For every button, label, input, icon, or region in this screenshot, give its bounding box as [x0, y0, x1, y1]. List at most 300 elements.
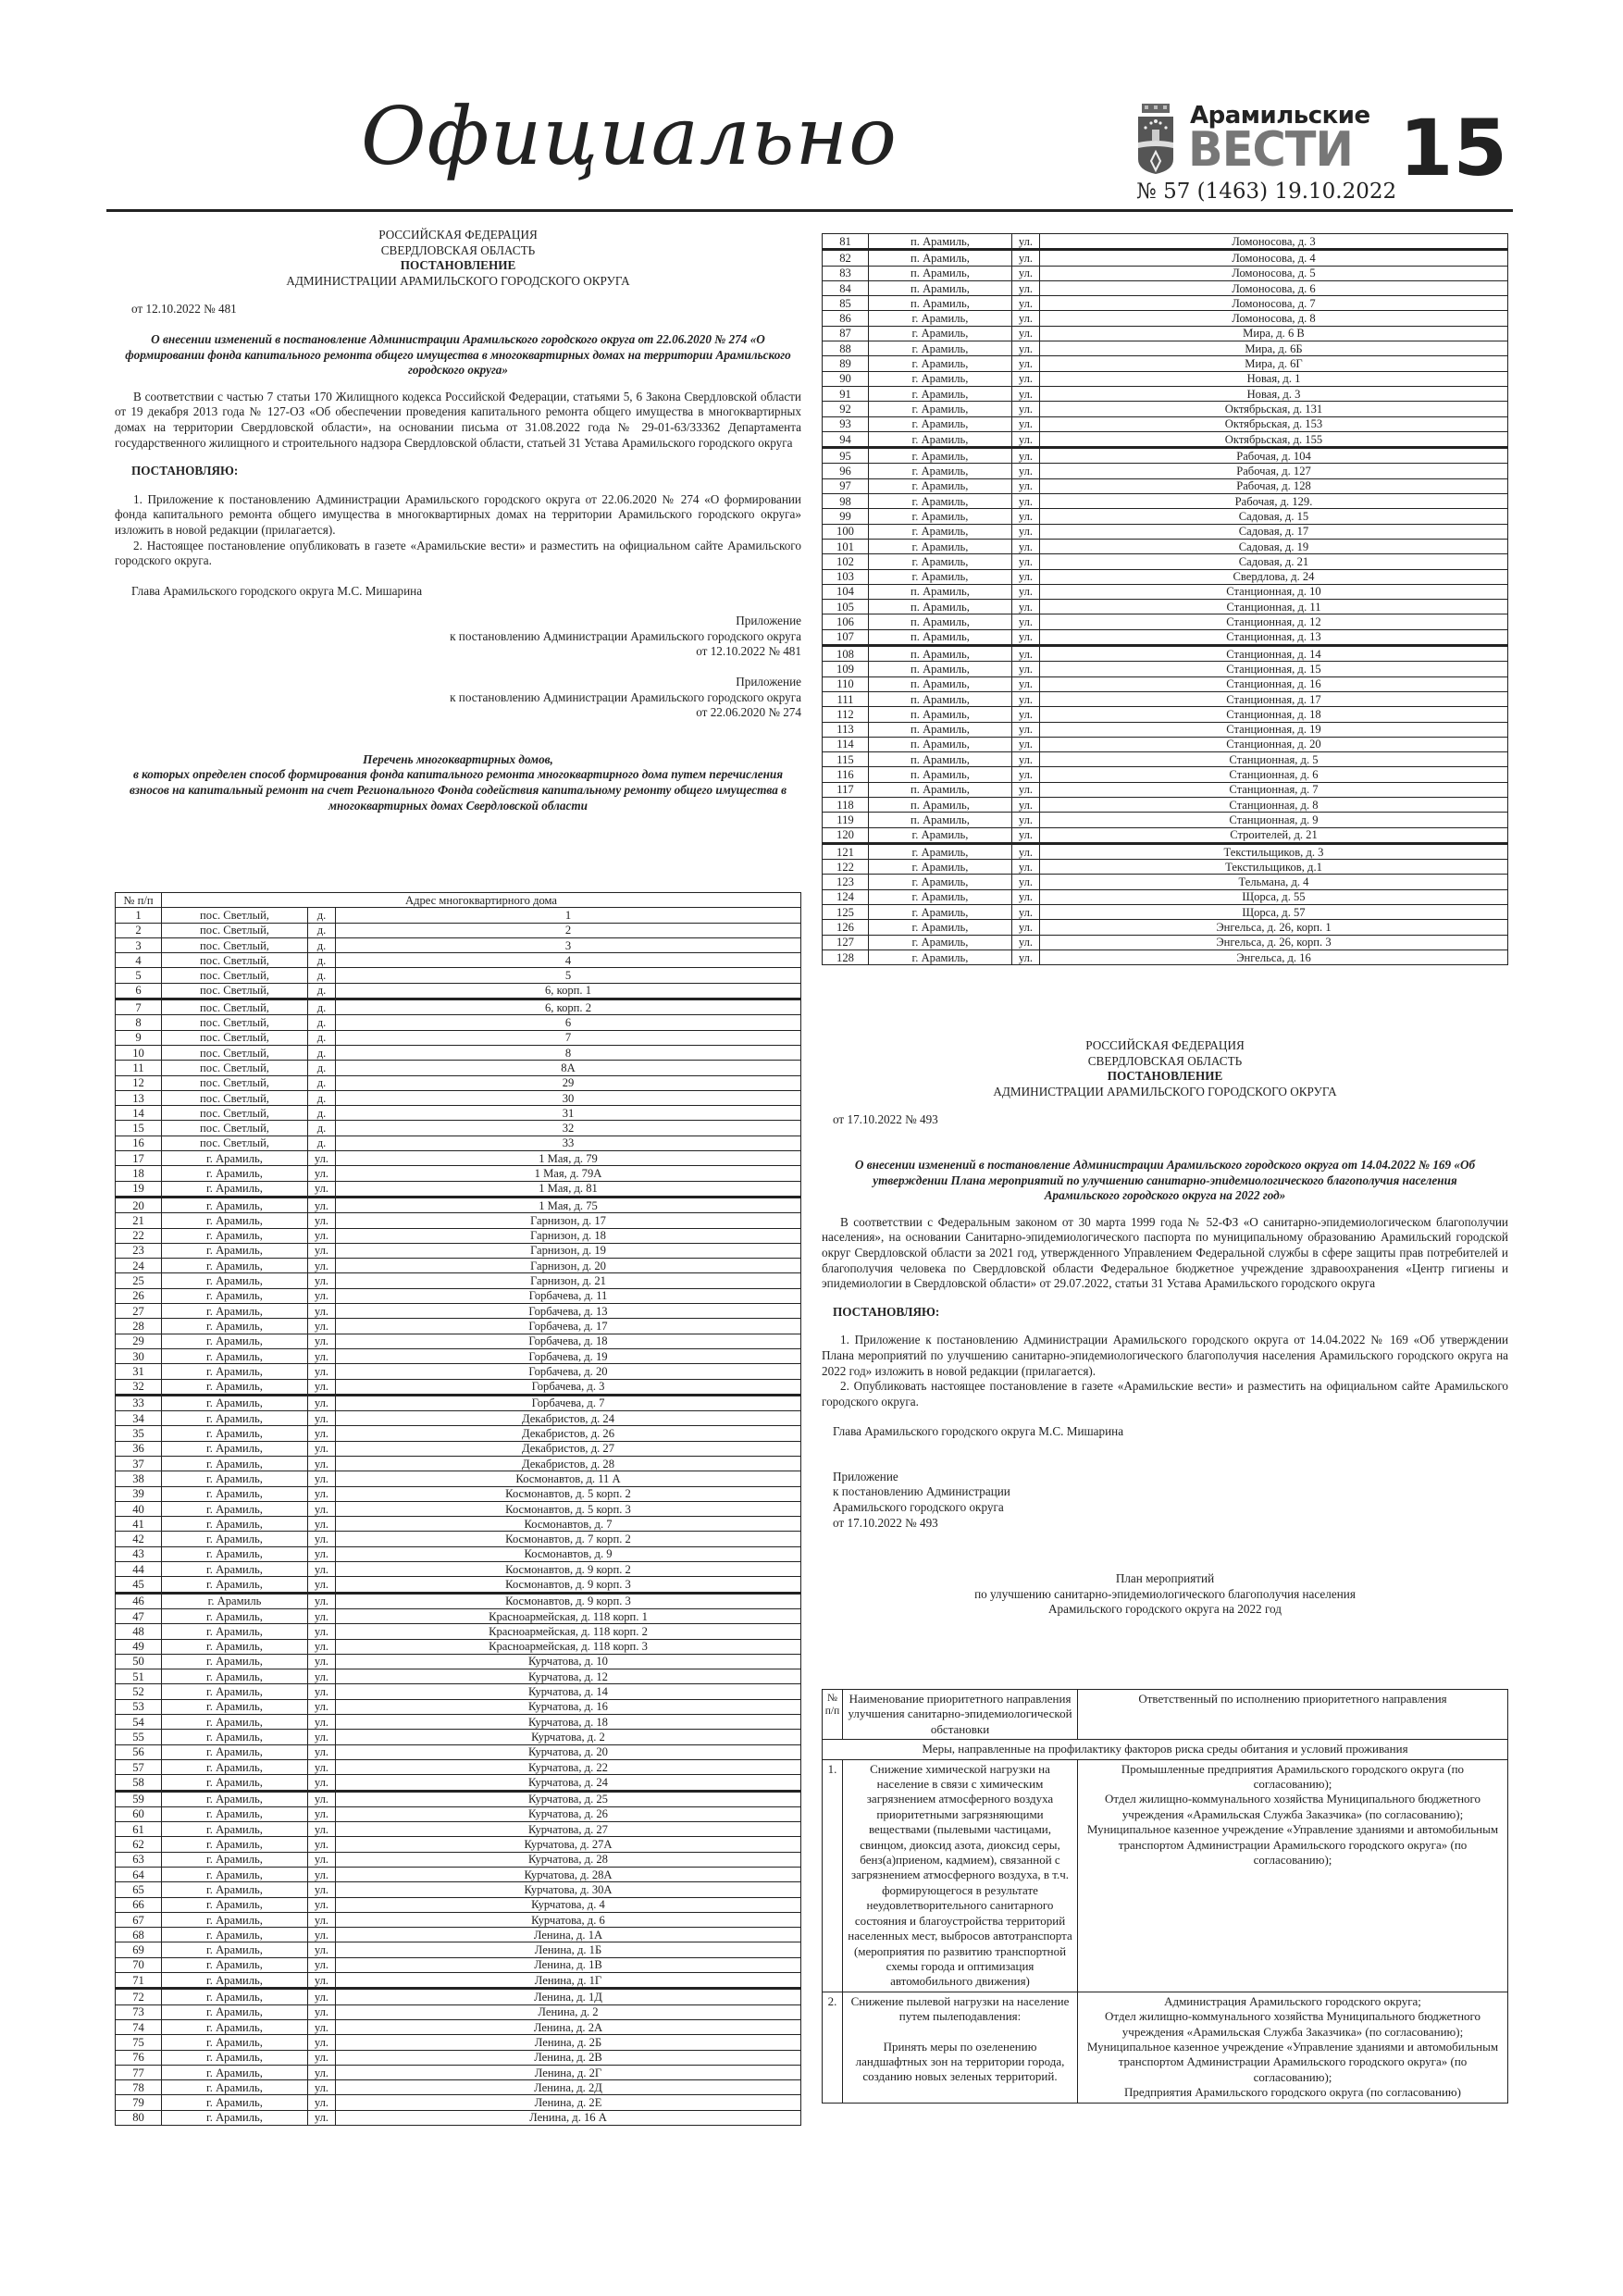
appendix-reference-493: Приложение к постановлению Администрации Арамильского городского округа от 17.10.2022 № 493 [833, 1469, 1010, 1530]
street-house: Тельмана, д. 4 [1040, 875, 1508, 889]
street-house: Ленина, д. 1Д [336, 1989, 801, 2004]
street-house: Садовая, д. 17 [1040, 524, 1508, 539]
resolution-item-1: 1. Приложение к постановлению Администрации Арамильского городского округа от 22.06.2020 № 274 «О формировании фонда капитального ремонта общего имущества в многоквартирных домах на территории Арамильского городского округа» изложить в новой редакции (прилагается). [115, 491, 801, 537]
table-row [116, 1562, 801, 1577]
street-type: ул. [308, 1273, 336, 1288]
street-type: ул. [1012, 356, 1040, 371]
settlement: г. Арамиль, [162, 1973, 308, 1989]
street-house: Гарнизон, д. 17 [336, 1213, 801, 1228]
row-number: 56 [116, 1744, 162, 1759]
settlement: г. Арамиль, [162, 1868, 308, 1882]
column-header-address: Адрес многоквартирного дома [162, 893, 801, 908]
street-house: Ленина, д. 2Д [336, 2080, 801, 2095]
table-row [116, 1546, 801, 1561]
table-row [823, 797, 1508, 812]
street-type: ул. [308, 1426, 336, 1441]
settlement: г. Арамиль, [869, 386, 1012, 401]
street-house: Станционная, д. 20 [1040, 737, 1508, 751]
row-number: 61 [116, 1822, 162, 1837]
table-row [116, 1045, 801, 1060]
row-number: 82 [823, 250, 869, 266]
settlement: г. Арамиль, [869, 464, 1012, 478]
settlement: г. Арамиль, [162, 1775, 308, 1791]
street-house: Октябрьская, д. 153 [1040, 416, 1508, 431]
row-number: 8 [116, 1015, 162, 1030]
brand-name-small: Арамильские [1190, 102, 1370, 130]
table-row [823, 752, 1508, 767]
settlement: г. Арамиль, [162, 1379, 308, 1395]
settlement: пос. Светлый, [162, 923, 308, 937]
settlement: пос. Светлый, [162, 1136, 308, 1150]
table-row [823, 935, 1508, 949]
settlement: г. Арамиль, [162, 1624, 308, 1639]
resolution-493 [822, 1038, 1508, 1618]
street-house: Мира, д. 6Б [1040, 341, 1508, 356]
row-number: 84 [823, 280, 869, 295]
street-house: Ленина, д. 1Б [336, 1942, 801, 1957]
settlement: п. Арамиль, [869, 782, 1012, 797]
street-type: ул. [1012, 935, 1040, 949]
table-row [116, 1775, 801, 1791]
row-number: 72 [116, 1989, 162, 2004]
street-type: д. [308, 923, 336, 937]
settlement: г. Арамиль, [162, 1288, 308, 1303]
street-type: ул. [1012, 524, 1040, 539]
settlement: г. Арамиль, [162, 1501, 308, 1516]
table-row [823, 326, 1508, 341]
settlement: пос. Светлый, [162, 937, 308, 952]
street-type: ул. [308, 1699, 336, 1714]
street-type: ул. [308, 1562, 336, 1577]
row-number: 3 [116, 937, 162, 952]
street-type: ул. [308, 1882, 336, 1897]
settlement: г. Арамиль, [162, 1166, 308, 1181]
row-number: 97 [823, 478, 869, 493]
resolution-preamble: В соответствии с частью 7 статьи 170 Жилищного кодекса Российской Федерации, статьями 5, 6 Закона Свердловской области от 19 декабря 2013 года № 127-ОЗ «Об обеспечении проведения капитального ремонта общего имущества в многоквартирных домах на территории Свердловской области», на основании письма от 31.08.2022 года № 29-01-63/33362 Департамента государственного жилищного и строительного надзора Свердловской области, статьей 31 Устава Арамильского городского округа [115, 389, 801, 450]
table-row [116, 2019, 801, 2034]
street-house: Курчатова, д. 12 [336, 1669, 801, 1684]
street-type: д. [308, 999, 336, 1015]
street-house: Декабристов, д. 26 [336, 1426, 801, 1441]
street-house: Ленина, д. 2В [336, 2050, 801, 2065]
table-row [116, 1106, 801, 1121]
street-house: 1 Мая, д. 79А [336, 1166, 801, 1181]
settlement: г. Арамиль, [162, 2080, 308, 2095]
row-number: 94 [823, 431, 869, 447]
table-row [116, 1456, 801, 1471]
row-number: 44 [116, 1562, 162, 1577]
row-number: 106 [823, 614, 869, 629]
row-number: 46 [116, 1593, 162, 1608]
street-type: ул. [308, 1852, 336, 1867]
row-number: 54 [116, 1715, 162, 1730]
street-house: 4 [336, 953, 801, 968]
street-house: Курчатова, д. 2 [336, 1730, 801, 1744]
street-house: Энгельса, д. 26, корп. 1 [1040, 920, 1508, 935]
row-number: 37 [116, 1456, 162, 1471]
settlement: г. Арамиль, [162, 1517, 308, 1532]
settlement: г. Арамиль, [869, 524, 1012, 539]
resolution-date-number: от 17.10.2022 № 493 [833, 1112, 938, 1127]
street-type: ул. [308, 1546, 336, 1561]
table-row [823, 646, 1508, 662]
row-number: 105 [823, 600, 869, 614]
table-row [116, 1973, 801, 1989]
table-row [116, 1715, 801, 1730]
row-number: 20 [116, 1197, 162, 1212]
street-house: Станционная, д. 8 [1040, 797, 1508, 812]
row-number: 9 [116, 1030, 162, 1045]
settlement: г. Арамиль, [162, 1942, 308, 1957]
settlement: г. Арамиль, [869, 448, 1012, 464]
settlement: г. Арамиль, [869, 827, 1012, 843]
table-row [823, 539, 1508, 553]
settlement: п. Арамиль, [869, 584, 1012, 599]
street-type: ул. [1012, 448, 1040, 464]
street-type: ул. [308, 1806, 336, 1821]
table-row [116, 1532, 801, 1546]
street-type: ул. [308, 1624, 336, 1639]
table-row [116, 1699, 801, 1714]
table-row [116, 1608, 801, 1623]
coat-of-arms-icon [1136, 104, 1175, 176]
street-type: ул. [308, 1593, 336, 1608]
table-row [116, 1379, 801, 1395]
street-house: Декабристов, д. 28 [336, 1456, 801, 1471]
table-row [823, 341, 1508, 356]
row-number: 14 [116, 1106, 162, 1121]
table-row [823, 614, 1508, 629]
settlement: п. Арамиль, [869, 646, 1012, 662]
settlement: г. Арамиль, [869, 539, 1012, 553]
settlement: г. Арамиль, [869, 341, 1012, 356]
house-address-table-part-2 [822, 233, 1508, 965]
settlement: г. Арамиль, [162, 1151, 308, 1166]
settlement: г. Арамиль, [869, 402, 1012, 416]
row-number: 117 [823, 782, 869, 797]
row-number: 74 [116, 2019, 162, 2034]
row-number: 128 [823, 949, 869, 964]
table-row [116, 1669, 801, 1684]
table-row [823, 386, 1508, 401]
street-type: ул. [1012, 860, 1040, 875]
table-row [116, 1364, 801, 1379]
street-type: ул. [308, 2095, 336, 2110]
street-type: ул. [308, 1957, 336, 1972]
street-house: 31 [336, 1106, 801, 1121]
street-house: Гарнизон, д. 21 [336, 1273, 801, 1288]
row-number: 12 [116, 1075, 162, 1090]
table-row [116, 1897, 801, 1912]
street-type: ул. [308, 1989, 336, 2004]
row-number: 42 [116, 1532, 162, 1546]
street-type: ул. [308, 1334, 336, 1348]
street-type: д. [308, 968, 336, 983]
table-row [116, 1441, 801, 1456]
row-number: 104 [823, 584, 869, 599]
row-number: 33 [116, 1395, 162, 1410]
settlement: г. Арамиль, [162, 1791, 308, 1806]
action-plan-table [822, 1689, 1508, 2104]
street-house: Космонавтов, д. 7 [336, 1517, 801, 1532]
table-row [823, 478, 1508, 493]
street-type: ул. [1012, 875, 1040, 889]
table-row [116, 983, 801, 999]
resolution-item-2: 2. Опубликовать настоящее постановление в газете «Арамильские вести» и разместить на официальном сайте Арамильского городского округа. [822, 1379, 1508, 1409]
table-row [116, 1334, 801, 1348]
street-type: ул. [308, 2080, 336, 2095]
plan-row-number: 2. [823, 1992, 843, 2103]
row-number: 19 [116, 1181, 162, 1197]
settlement: г. Арамиль, [162, 1441, 308, 1456]
street-house: Курчатова, д. 30А [336, 1882, 801, 1897]
settlement: г. Арамиль, [162, 1486, 308, 1501]
settlement: г. Арамиль, [869, 326, 1012, 341]
street-type: д. [308, 1136, 336, 1150]
settlement: г. Арамиль, [162, 1273, 308, 1288]
plan-row [823, 1759, 1508, 1992]
street-type: ул. [1012, 707, 1040, 722]
street-house: Ленина, д. 2Г [336, 2065, 801, 2079]
table-row [823, 722, 1508, 737]
street-house: 1 [336, 908, 801, 923]
street-type: ул. [308, 1228, 336, 1243]
table-row [116, 1228, 801, 1243]
row-number: 71 [116, 1973, 162, 1989]
settlement: пос. Светлый, [162, 908, 308, 923]
table-row [116, 1061, 801, 1075]
settlement: г. Арамиль, [162, 1639, 308, 1654]
row-number: 69 [116, 1942, 162, 1957]
street-house: Курчатова, д. 18 [336, 1715, 801, 1730]
street-house: Курчатова, д. 20 [336, 1744, 801, 1759]
street-house: 8 [336, 1045, 801, 1060]
settlement: г. Арамиль, [162, 1730, 308, 1744]
settlement: г. Арамиль, [162, 1334, 308, 1348]
settlement: г. Арамиль, [162, 1715, 308, 1730]
house-list-title: Перечень многоквартирных домов, в которых определен способ формирования фонда капитального ремонта многоквартирного дома путем перечисления взносов на капитальный ремонт на счет Регионального Фонда содействия капитальному ремонту общего имущества в многоквартирных домах Свердловской области [130, 751, 787, 813]
street-type: ул. [1012, 311, 1040, 326]
row-number: 39 [116, 1486, 162, 1501]
table-row [116, 2050, 801, 2065]
table-row [116, 1684, 801, 1699]
table-row [823, 448, 1508, 464]
street-house: Гарнизон, д. 18 [336, 1228, 801, 1243]
table-row [823, 554, 1508, 569]
table-row [823, 767, 1508, 782]
street-house: 6, корп. 1 [336, 983, 801, 999]
row-number: 88 [823, 341, 869, 356]
row-number: 78 [116, 2080, 162, 2095]
street-house: Станционная, д. 17 [1040, 691, 1508, 706]
street-house: Космонавтов, д. 5 корп. 3 [336, 1501, 801, 1516]
row-number: 70 [116, 1957, 162, 1972]
table-row [823, 509, 1508, 524]
settlement: г. Арамиль, [869, 431, 1012, 447]
street-type: ул. [308, 1501, 336, 1516]
street-house: 6 [336, 1015, 801, 1030]
street-type: ул. [308, 1259, 336, 1273]
settlement: пос. Светлый, [162, 999, 308, 1015]
street-type: ул. [308, 2050, 336, 2065]
street-type: ул. [308, 1669, 336, 1684]
street-house: Космонавтов, д. 9 корп. 2 [336, 1562, 801, 1577]
row-number: 119 [823, 813, 869, 827]
settlement: г. Арамиль, [162, 1759, 308, 1774]
settlement: г. Арамиль, [162, 1395, 308, 1410]
row-number: 22 [116, 1228, 162, 1243]
settlement: пос. Светлый, [162, 1030, 308, 1045]
row-number: 81 [823, 234, 869, 250]
row-number: 5 [116, 968, 162, 983]
plan-row-direction: Снижение химической нагрузки на население в связи с химическим загрязнением атмосферного воздуха приоритетными загрязняющими веществами (пылевыми частицами, свинцом, диоксид азота, диоксид серы, бенз(а)приеном, кадмием), связанной с загрязнением атмосферного воздуха, в т.ч. формирующегося в результате неудовлетворительного санитарного состояния и благоустройства территорий населенных мест, выбросов автотранспорта (мероприятия по развитию транспортной схемы города и оптимизация автомобильного движения) [843, 1759, 1078, 1992]
row-number: 113 [823, 722, 869, 737]
street-house: Щорса, д. 57 [1040, 905, 1508, 920]
row-number: 83 [823, 266, 869, 280]
row-number: 107 [823, 629, 869, 645]
settlement: п. Арамиль, [869, 737, 1012, 751]
street-type: ул. [308, 1868, 336, 1882]
table-row [823, 569, 1508, 584]
plan-header-number: № п/п [823, 1690, 843, 1740]
street-type: ул. [308, 2110, 336, 2125]
settlement: г. Арамиль, [162, 1562, 308, 1577]
table-row [116, 923, 801, 937]
table-row [823, 889, 1508, 904]
row-number: 30 [116, 1348, 162, 1363]
plan-row-responsible: Промышленные предприятия Арамильского городского округа (по согласованию); Отдел жилищно-коммунального хозяйства Муниципального бюджетного учреждения «Арамильская Служба Заказчика» (по согласованию); Муниципальное казенное учреждение «Управление зданиями и автомобильным транспортом Администрации Арамильского городского округа» (по согласованию); [1078, 1759, 1508, 1992]
street-type: ул. [308, 1288, 336, 1303]
row-number: 17 [116, 1151, 162, 1166]
row-number: 6 [116, 983, 162, 999]
street-house: Курчатова, д. 28 [336, 1852, 801, 1867]
row-number: 110 [823, 676, 869, 691]
street-type: ул. [1012, 386, 1040, 401]
street-house: Космонавтов, д. 7 корп. 2 [336, 1532, 801, 1546]
street-house: Космонавтов, д. 9 корп. 3 [336, 1577, 801, 1593]
street-type: ул. [308, 1973, 336, 1989]
street-house: Горбачева, д. 20 [336, 1364, 801, 1379]
settlement: г. Арамиль, [162, 1882, 308, 1897]
settlement: г. Арамиль, [162, 2004, 308, 2019]
street-house: Ломоносова, д. 3 [1040, 234, 1508, 250]
settlement: г. Арамиль, [162, 1806, 308, 1821]
newspaper-logo [1136, 102, 1370, 187]
street-house: Октябрьская, д. 131 [1040, 402, 1508, 416]
table-row [116, 1166, 801, 1181]
street-house: Станционная, д. 16 [1040, 676, 1508, 691]
street-house: Станционная, д. 15 [1040, 662, 1508, 676]
settlement: г. Арамиль, [162, 1348, 308, 1363]
street-house: Красноармейская, д. 118 корп. 2 [336, 1624, 801, 1639]
street-house: Курчатова, д. 27 [336, 1822, 801, 1837]
row-number: 25 [116, 1273, 162, 1288]
signature: Глава Арамильского городского округа М.С. Мишарина [833, 1424, 1124, 1439]
street-house: 1 Мая, д. 79 [336, 1151, 801, 1166]
table-row [116, 1090, 801, 1105]
street-type: ул. [308, 1471, 336, 1486]
row-number: 121 [823, 843, 869, 859]
street-house: Курчатова, д. 25 [336, 1791, 801, 1806]
row-number: 115 [823, 752, 869, 767]
page-number: 15 [1399, 103, 1507, 193]
settlement: г. Арамиль, [162, 1837, 308, 1852]
settlement: г. Арамиль, [162, 1546, 308, 1561]
street-type: ул. [308, 1197, 336, 1212]
row-number: 53 [116, 1699, 162, 1714]
table-row [823, 737, 1508, 751]
street-house: Станционная, д. 13 [1040, 629, 1508, 645]
table-row [116, 1501, 801, 1516]
row-number: 58 [116, 1775, 162, 1791]
street-house: Станционная, д. 6 [1040, 767, 1508, 782]
row-number: 49 [116, 1639, 162, 1654]
street-house: Новая, д. 3 [1040, 386, 1508, 401]
resolution-date-number: от 12.10.2022 № 481 [131, 302, 237, 316]
settlement: пос. Светлый, [162, 1090, 308, 1105]
table-row [116, 2035, 801, 2050]
settlement: п. Арамиль, [869, 266, 1012, 280]
street-type: ул. [308, 1837, 336, 1852]
street-type: ул. [308, 1897, 336, 1912]
street-type: ул. [1012, 600, 1040, 614]
row-number: 18 [116, 1166, 162, 1181]
issue-number-date: № 57 (1463) 19.10.2022 [1136, 180, 1397, 204]
street-house: 3 [336, 937, 801, 952]
table-row [116, 1015, 801, 1030]
street-house: Рабочая, д. 129. [1040, 494, 1508, 509]
street-type: ул. [1012, 737, 1040, 751]
street-type: ул. [1012, 584, 1040, 599]
settlement: пос. Светлый, [162, 968, 308, 983]
row-number: 114 [823, 737, 869, 751]
street-house: 5 [336, 968, 801, 983]
street-house: Курчатова, д. 24 [336, 1775, 801, 1791]
settlement: п. Арамиль, [869, 629, 1012, 645]
table-row [116, 1744, 801, 1759]
row-number: 89 [823, 356, 869, 371]
table-row [116, 1030, 801, 1045]
street-type: ул. [308, 1791, 336, 1806]
table-row [116, 1822, 801, 1837]
row-number: 92 [823, 402, 869, 416]
settlement: г. Арамиль, [162, 1243, 308, 1258]
table-row [116, 1319, 801, 1334]
settlement: г. Арамиль, [162, 2095, 308, 2110]
resolution-item-2: 2. Настоящее постановление опубликовать в газете «Арамильские вести» и разместить на официальном сайте Арамильского городского округа. [115, 538, 801, 568]
street-house: Свердлова, д. 24 [1040, 569, 1508, 584]
street-type: ул. [308, 2035, 336, 2050]
settlement: п. Арамиль, [869, 707, 1012, 722]
street-type: д. [308, 1121, 336, 1136]
resolution-481 [115, 228, 801, 813]
street-house: Декабристов, д. 27 [336, 1441, 801, 1456]
table-row [823, 266, 1508, 280]
street-house: Ленина, д. 1Г [336, 1973, 801, 1989]
street-type: ул. [308, 1744, 336, 1759]
street-type: ул. [308, 1364, 336, 1379]
settlement: г. Арамиль, [869, 569, 1012, 584]
street-type: д. [308, 1061, 336, 1075]
street-type: ул. [308, 1928, 336, 1942]
street-house: Ленина, д. 2Б [336, 2035, 801, 2050]
row-number: 76 [116, 2050, 162, 2065]
settlement: г. Арамиль, [162, 2065, 308, 2079]
street-house: Ленина, д. 1В [336, 1957, 801, 1972]
table-row [116, 2080, 801, 2095]
settlement: г. Арамиль, [162, 2035, 308, 2050]
settlement: г. Арамиль, [869, 920, 1012, 935]
